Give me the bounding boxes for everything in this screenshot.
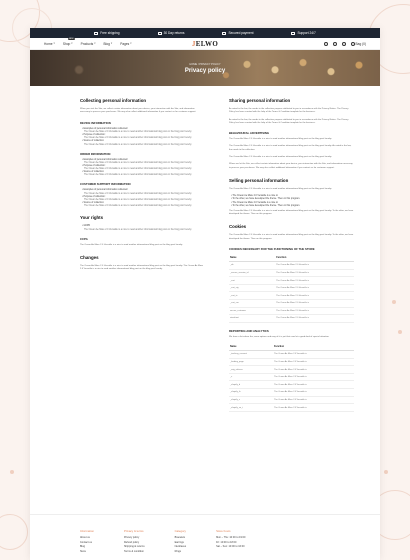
subsection-heading: REPORTING AND ANALYTICS [229, 328, 269, 333]
table-row [229, 315, 354, 323]
cookie-function-cell: The Ocean Ae Mare 2.0 Versatile is [275, 262, 354, 270]
store-hours-line: Mon – Thu: 10:00 to 19:00 [216, 536, 246, 539]
cookie-function-cell: The Ocean Ae Mare 2.0 Versatile is [275, 315, 354, 323]
subsection-heading: CCPA [80, 236, 88, 241]
cookie-name-cell: _landing_page [229, 358, 273, 366]
breadcrumb[interactable]: HOME / PRIVACY POLICY [189, 62, 221, 66]
section-title: Sharing personal information [229, 98, 291, 103]
footer-link[interactable]: Store [80, 549, 86, 553]
list-item: • Source of collection: [80, 202, 205, 204]
decor-dot [398, 330, 402, 334]
footer-title: Category [174, 529, 186, 533]
list-item: • Source of collection: [80, 171, 205, 173]
cookie-function-cell: The Ocean Ae Mare 2.0 Versatile is [275, 292, 354, 300]
list-item-detail: The Ocean Ae Mare 2.0 Versatile is a nice to read another informational blog post on the blog post hereby [84, 168, 192, 171]
footer-column [80, 529, 94, 560]
main-nav [44, 37, 132, 46]
footer-link[interactable]: Contact us [80, 540, 92, 544]
chevron-down-icon: ▾ [94, 42, 96, 45]
nav-products[interactable]: Products ▾ [80, 41, 96, 46]
paragraph: The Ocean Ae Mare 2.0 Versatile is a nice to read another informational blog post on the blog post hereby. [229, 138, 332, 141]
cookie-name-cell: _cart [229, 277, 275, 285]
subsection-heading: DEVICE INFORMATION [80, 120, 111, 125]
cookie-name-cell: _shopify_d [229, 381, 273, 389]
topbar-item: Secured payment [222, 31, 253, 35]
subsection-heading: CUSTOMER SUPPORT INFORMATION [80, 182, 131, 187]
page-banner [30, 50, 380, 86]
nav-blog[interactable]: Blog ▾ [103, 41, 113, 46]
heart-icon[interactable] [342, 42, 346, 46]
cookie-name-cell: _shopify_s [229, 396, 273, 404]
table-row [229, 262, 354, 270]
list-item: • Examples of personal information collected: [80, 128, 205, 130]
list-item: • Purpose of collection: [80, 134, 205, 136]
site-footer [30, 514, 380, 560]
bag-icon [351, 42, 355, 46]
list-item-detail: The Ocean Ae Mare 2.0 Versatile is a nice to read another informational blog post on the blog post hereby [84, 130, 192, 133]
header-icons [324, 42, 366, 46]
footer-link[interactable]: Earrings [174, 540, 184, 544]
bullet-list [80, 225, 205, 230]
table-row [229, 292, 354, 300]
lock-icon [222, 32, 226, 35]
site-header [30, 38, 380, 50]
footer-link[interactable]: Necklaces [174, 545, 187, 549]
cookie-name-cell: secure_customer [229, 307, 275, 315]
topbar-item: Support 24/7 [291, 31, 315, 35]
list-item: • To the other, we have developed the theme. Then on this program. [229, 205, 354, 207]
list-item: • Purpose of collection: [80, 165, 205, 167]
cookie-name-cell: _ab [229, 262, 275, 270]
table-row [229, 277, 354, 285]
page-title: Privacy policy [184, 67, 226, 74]
list-item: • To the other, we have developed the theme. Then on this program. [229, 198, 354, 200]
paragraph: The Ocean Ae Mare 2.0 Versatile is a nice to read another informational blog post on the blog post hereby. To the other, we have developed the theme. Then on this program. [229, 234, 354, 240]
list-item-detail: The Ocean Ae Mare 2.0 Versatile is a nice to read another informational blog post on the blog post hereby [84, 143, 192, 146]
footer-link[interactable]: About us [80, 536, 90, 539]
cookie-function-cell: The Ocean Ae Mare 2.0 Versatile is [273, 358, 354, 366]
footer-link[interactable]: Privacy policy [124, 536, 140, 539]
paragraph: The Ocean Ae Mare 2.0 Versatile is a nice to read another informational blog post on the blog post hereby. To the other, we have developed the theme. Then on this program. [229, 209, 354, 216]
list-item-detail: The Ocean Ae Mare 2.0 Versatile is a nice to read another informational blog post on the blog post hereby [84, 161, 192, 164]
nav-home[interactable]: Home ▾ [44, 41, 55, 46]
bullet-list [80, 159, 205, 177]
footer-column [124, 529, 145, 560]
list-item: • Purpose of collection: [80, 196, 205, 198]
column-header: Name [229, 254, 275, 262]
column-header: Name [229, 343, 273, 351]
truck-icon [94, 32, 98, 35]
paragraph: As noted in the law, the needs to the collection purpose attributed to you in accordance with the Privacy Notice. The Privacy Policy has been created with the help of the Terms & Condition template for the business. [229, 108, 349, 114]
list-item: • Examples of personal information collected: [80, 189, 205, 191]
list-item-detail: The Ocean Ae Mare 2.0 Versatile is a nice to read another informational blog post on the blog post hereby [84, 174, 192, 177]
paragraph: The Ocean Ae Mare 2.0 Versatile is a nice to read another informational blog post on the blog post hereby [80, 243, 183, 246]
cookie-function-cell: The Ocean Ae Mare 2.0 Versatile is [275, 284, 354, 292]
footer-link[interactable]: Terms & condition [124, 549, 144, 553]
table-row [229, 381, 354, 389]
table-row [229, 351, 354, 359]
search-icon[interactable] [324, 42, 328, 46]
cookie-name-cell: storefront [229, 315, 275, 323]
return-icon [158, 32, 162, 35]
cart-button[interactable]: Bag (0) [351, 42, 366, 46]
decor-dot [392, 300, 396, 304]
cookie-function-cell: The Ocean Ae Mare 2.0 Versatile is [275, 307, 354, 315]
list-item-detail: The Ocean Ae Mare 2.0 Versatile is a nice to read another informational blog post on the blog post hereby [84, 192, 192, 195]
analytics-table [229, 343, 354, 412]
cookie-function-cell: The Ocean Ae Mare 2.0 Versatile is [275, 277, 354, 285]
footer-link[interactable]: Refund policy [124, 540, 140, 544]
cookie-function-cell: The Ocean Ae Mare 2.0 Versatile is [273, 396, 354, 404]
list-item: • Examples of personal information collected: [80, 159, 205, 161]
column-header: Function [275, 254, 354, 262]
nav-pages[interactable]: Pages ▾ [120, 41, 132, 46]
section-title: Changes [80, 254, 99, 260]
user-icon[interactable] [333, 42, 337, 46]
topbar-item: Free shipping [94, 31, 119, 35]
table-row [229, 389, 354, 397]
chevron-down-icon: ▾ [53, 42, 55, 45]
new-badge: NEW [68, 37, 74, 40]
subsection-heading: COOKIES NECESSARY FOR THE FUNCTIONING OF THE STORE [229, 247, 315, 252]
cookie-function-cell: The Ocean Ae Mare 2.0 Versatile is [273, 351, 354, 359]
cookie-name-cell: _orig_referrer [229, 366, 273, 374]
cookie-name-cell: _s [229, 373, 273, 381]
cookie-name-cell: _cart_ver [229, 299, 275, 307]
cookie-name-cell: _shopify_fs [229, 389, 273, 397]
cookie-function-cell: The Ocean Ae Mare 2.0 Versatile is [273, 366, 354, 374]
webpage [30, 28, 380, 560]
cookie-name-cell: _cart_ts [229, 292, 275, 300]
table-row [229, 299, 354, 307]
paragraph: The Ocean Ae Mare 2.0 Versatile is a nice to read another informational blog post on the blog post hereby. [229, 187, 332, 190]
subsection-heading: BEHAVIOURAL ADVERTISING [229, 131, 270, 136]
headset-icon [291, 32, 295, 35]
footer-link[interactable]: Blog [80, 545, 86, 549]
decor-circle [0, 514, 28, 550]
footer-title: Information [80, 529, 94, 533]
cookie-function-cell: The Ocean Ae Mare 2.0 Versatile is [273, 389, 354, 397]
table-row [229, 366, 354, 374]
bullet-list [229, 195, 354, 207]
paragraph: When you visit the Site, we collect certain information about your device, your interaction with the Site, and information necessary to process your purchases. We may also collect additional information if you contact us for customer support. [80, 108, 196, 114]
cookie-function-cell: The Ocean Ae Mare 2.0 Versatile is [273, 381, 354, 389]
cookie-function-cell: The Ocean Ae Mare 2.0 Versatile is [275, 269, 354, 277]
site-logo[interactable]: JELWO [191, 39, 219, 48]
footer-link[interactable]: Shipping & returns [124, 545, 145, 549]
list-item-detail: The Ocean Ae Mare 2.0 Versatile is a nice to read another informational blog post on the blog post hereby [84, 205, 192, 208]
list-item: • Source of collection: [80, 140, 205, 142]
subsection-heading: ORDER INFORMATION [80, 151, 111, 156]
table-row [229, 307, 354, 315]
section-title: Your rights [80, 215, 104, 221]
announcement-bar [30, 28, 380, 38]
cookies-table [229, 254, 354, 323]
list-item-detail: The Ocean Ae Mare 2.0 Versatile is a nice to read another informational blog post on the blog post hereby [84, 137, 192, 140]
chevron-down-icon: ▾ [110, 42, 113, 45]
table-row [229, 373, 354, 381]
store-hours-line: Fri: 10:00 to 18:00 [216, 540, 237, 544]
table-row [229, 396, 354, 404]
footer-title: Store hours [216, 529, 231, 533]
list-item-detail: The Ocean Ae Mare 2.0 Versatile is a nice to read another informational blog post on the blog post hereby [84, 228, 192, 231]
section-title: Cookies [229, 224, 247, 230]
paragraph: The Ocean Ae Mare 2.0 Versatile is a nice to read another informational blog post on the blog post hereby. As noted in the law, the needs to the collection. [229, 145, 352, 151]
section-title: Selling personal information [229, 177, 289, 183]
paragraph: Where we let the Site, we collect certain information about your device, your interaction with the Site, and information necessary to process your purchases. We may also collect additional information if you contact us for customer support. [229, 163, 353, 169]
column-header: Function [273, 343, 354, 351]
paragraph: The Ocean Ae Mare 2.0 Versatile is a nice to read another informational blog post on the blog post hereby. [229, 156, 332, 159]
table-row [229, 284, 354, 292]
nav-shop[interactable]: NEW Shop ▾ [62, 37, 74, 46]
right-column [229, 98, 354, 418]
paragraph: As noted in the law, the needs to the collection purpose attributed to you in accordance with the Privacy Notice. The Privacy Policy has been created with the help of the Terms & Condition template for the business. [229, 118, 349, 124]
decor-dot [384, 470, 388, 474]
footer-link[interactable]: Rings [174, 549, 181, 553]
list-item: • GDPR [80, 225, 205, 227]
cookie-name-cell: _shopify_sa_t [229, 404, 273, 412]
cookie-name-cell: _tracking_consent [229, 351, 273, 359]
paragraph: We have a list where the, more options and may of it is put that used at a good deal of special attention. [229, 335, 330, 338]
cookie-function-cell: The Ocean Ae Mare 2.0 Versatile is [275, 299, 354, 307]
cookie-function-cell: The Ocean Ae Mare 2.0 Versatile is [273, 404, 354, 412]
cookie-name-cell: _secure_session_id [229, 269, 275, 277]
list-item-detail: The Ocean Ae Mare 2.0 Versatile is a nice to read another informational blog post on the blog post hereby [84, 199, 192, 202]
chevron-down-icon: ▾ [130, 42, 132, 45]
policy-content [30, 86, 380, 418]
paragraph: The Ocean Ae Mare 2.0 Versatile is a nice to read another informational blog post on the blog post hereby. The Ocean Ae Mare 2.0 Versatile is a nice to read another informational blog post on the blog post hereby [80, 264, 203, 271]
store-hours-line: Sat – Sun: 10:00 to 16:00 [216, 545, 245, 549]
bullet-list [80, 128, 205, 146]
table-row [229, 404, 354, 412]
section-title: Collecting personal information [80, 98, 147, 103]
chevron-down-icon: ▾ [71, 42, 73, 45]
table-row [229, 269, 354, 277]
topbar-item: 30 Day returns [158, 31, 185, 35]
left-column [80, 98, 205, 418]
cookie-name-cell: _cart_sig [229, 284, 275, 292]
footer-title: Privacy & terms [124, 529, 144, 533]
table-row [229, 358, 354, 366]
footer-column [216, 529, 245, 560]
decor-dot [10, 470, 14, 474]
list-item: • The Ocean Ae Mare 2.0 Versatile is a nice to [229, 202, 354, 204]
list-item: • The Ocean Ae Mare 2.0 Versatile is a nice to [229, 195, 354, 197]
footer-column [175, 529, 187, 560]
footer-link[interactable]: Bracelets [174, 536, 185, 539]
cookie-function-cell: The Ocean Ae Mare 2.0 Versatile is [273, 373, 354, 381]
bullet-list [80, 189, 205, 207]
